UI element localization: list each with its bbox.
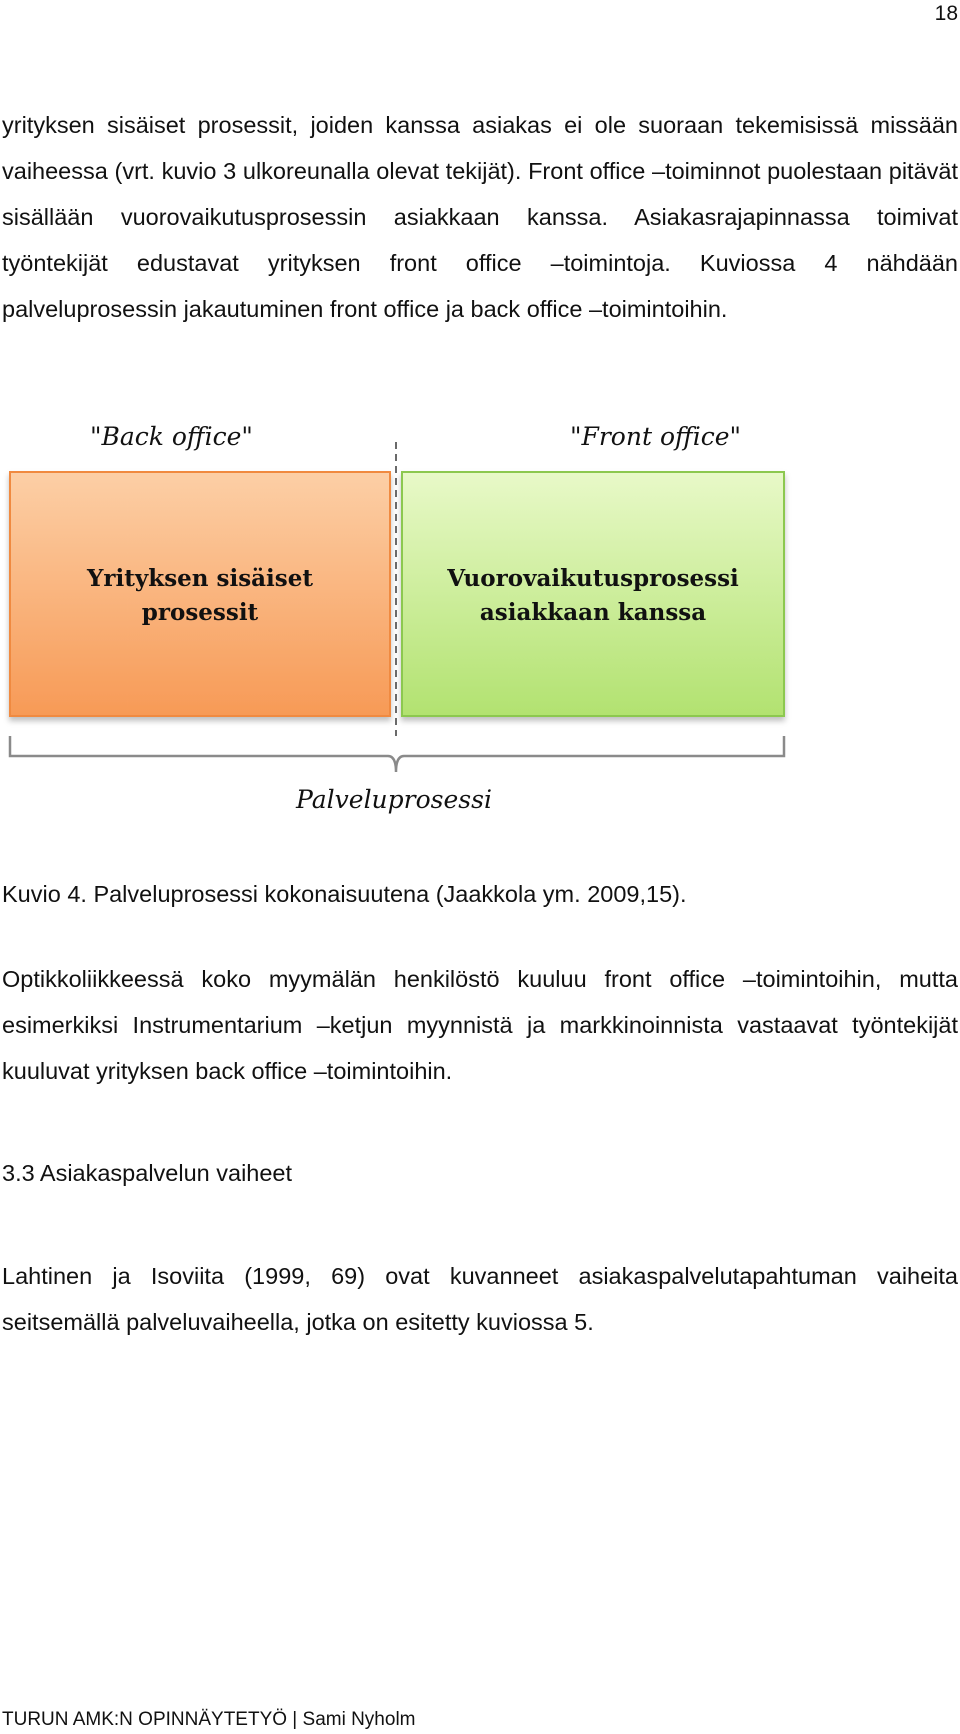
- figure-diagram: [0, 400, 800, 830]
- process-label: Palveluprosessi: [296, 785, 492, 814]
- page-number: 18: [934, 2, 958, 25]
- section-heading: 3.3 Asiakaspalvelun vaiheet: [2, 1160, 293, 1186]
- back-office-label: "Back office": [90, 422, 253, 451]
- service-process-figure: [0, 400, 800, 830]
- front-box-line1: Vuorovaikutusprosessi: [447, 565, 739, 592]
- intro-paragraph: yrityksen sisäiset prosessit, joiden kanssa asiakas ei ole suoraan tekemisissä missään vaiheessa (vrt. kuvio 3 ulkoreunalla olevat tekijät). Front office –toiminnot puolestaan pitävät sisällään vuorovaikutusprosessin asiakkaan kanssa. Asiakasrajapinnassa toimivat työntekijät edustavat yrityksen front office –toimintoja. Kuviossa 4 nähdään palveluprosessin jakautuminen front office ja back office –toimintoihin.: [2, 112, 958, 322]
- front-office-label: "Front office": [570, 422, 741, 451]
- page-footer: TURUN AMK:N OPINNÄYTETYÖ | Sami Nyholm: [2, 1709, 416, 1730]
- back-box-line2: prosessit: [141, 599, 259, 626]
- stages-paragraph: Lahtinen ja Isoviita (1999, 69) ovat kuvanneet asiakaspalvelutapahtuman vaiheita seitsemällä palveluvaiheella, jotka on esitetty kuviossa 5.: [2, 1263, 958, 1335]
- back-office-box: [10, 472, 390, 716]
- front-box-line2: asiakkaan kanssa: [479, 599, 707, 626]
- optics-paragraph: Optikkoliikkeessä koko myymälän henkilöstö kuuluu front office –toimintoihin, mutta esimerkiksi Instrumentarium –ketjun myynnistä ja markkinoinnista vastaavat työntekijät kuuluvat yrityksen back office –toimintoihin.: [2, 966, 958, 1084]
- front-office-box: [402, 472, 784, 716]
- figure-caption: Kuvio 4. Palveluprosessi kokonaisuutena (Jaakkola ym. 2009,15).: [2, 881, 687, 907]
- back-box-line1: Yrityksen sisäiset: [87, 565, 313, 592]
- process-brace: [10, 736, 784, 772]
